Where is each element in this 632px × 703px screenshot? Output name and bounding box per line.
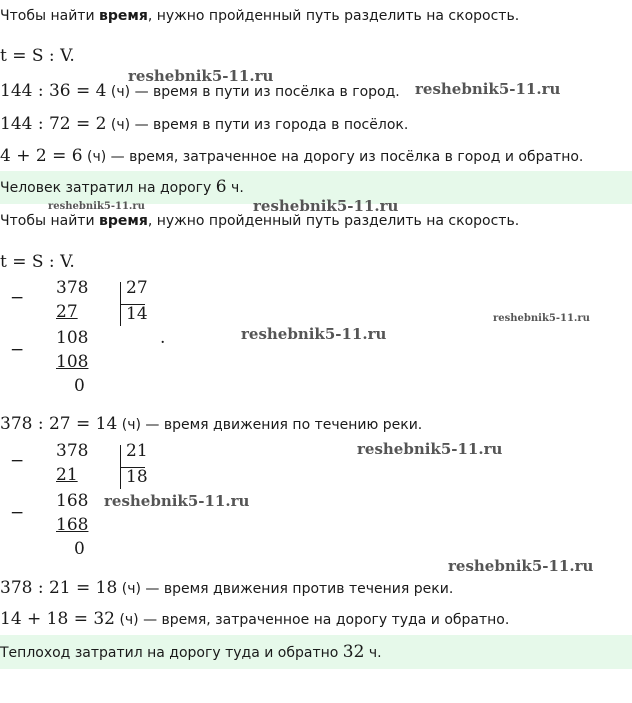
text: (ч) — время в пути из посёлка в город. <box>106 84 400 100</box>
subtrahend: 168 <box>56 515 89 535</box>
minus-sign: − <box>10 503 25 523</box>
solution-line-2 <box>0 114 408 134</box>
watermark: reshebnik5-11.ru <box>104 492 250 510</box>
solution-line-6 <box>0 609 509 629</box>
text: (ч) — время, затраченное на дорогу из посёлка в город и обратно. <box>82 149 584 165</box>
answer-text-2 <box>0 642 382 662</box>
subtrahend: 21 <box>56 465 78 485</box>
intro-pre: Чтобы найти <box>0 8 99 24</box>
answer-pre: Человек затратил на дорогу <box>0 180 216 196</box>
subtrahend: 108 <box>56 352 89 372</box>
formula-2: t = S : V. <box>0 252 75 272</box>
watermark: reshebnik5-11.ru <box>253 197 399 215</box>
intro-text-1 <box>0 8 519 24</box>
formula-1: t = S : V. <box>0 46 75 66</box>
dot: . <box>160 328 166 348</box>
final-remainder: 0 <box>74 376 85 396</box>
intro-bold: время <box>99 8 148 24</box>
intro-text-2 <box>0 213 519 229</box>
math: 4 + 2 = 6 <box>0 146 83 166</box>
dividend: 378 <box>56 278 89 298</box>
quotient: 14 <box>126 304 148 324</box>
math: 14 + 18 = 32 <box>0 609 115 629</box>
watermark: reshebnik5-11.ru <box>357 440 503 458</box>
answer-post: ч. <box>364 645 382 661</box>
intro-bold: время <box>99 213 148 229</box>
answer-post: ч. <box>226 180 244 196</box>
answer-value: 32 <box>342 642 365 662</box>
quotient: 18 <box>126 467 148 487</box>
math: 378 : 27 = 14 <box>0 414 118 434</box>
watermark: reshebnik5-11.ru <box>493 313 590 324</box>
minus-sign: − <box>10 340 25 360</box>
text: (ч) — время движения против течения реки. <box>117 581 454 597</box>
intro-post: , нужно пройденный путь разделить на скорость. <box>147 8 520 24</box>
dividend: 378 <box>56 441 89 461</box>
final-remainder: 0 <box>74 539 85 559</box>
text: (ч) — время движения по течению реки. <box>117 417 423 433</box>
watermark: reshebnik5-11.ru <box>241 325 387 343</box>
watermark: reshebnik5-11.ru <box>448 557 594 575</box>
intro-post: , нужно пройденный путь разделить на скорость. <box>147 213 520 229</box>
subtrahend: 27 <box>56 302 78 322</box>
solution-line-3 <box>0 146 583 166</box>
text: (ч) — время, затраченное на дорогу туда и обратно. <box>115 612 510 628</box>
solution-line-4 <box>0 414 422 434</box>
minus-sign: − <box>10 288 25 308</box>
watermark: reshebnik5-11.ru <box>128 67 274 85</box>
remainder: 168 <box>56 491 89 511</box>
divisor: 27 <box>126 278 148 298</box>
math: 378 : 21 = 18 <box>0 578 118 598</box>
remainder: 108 <box>56 328 89 348</box>
divisor: 21 <box>126 441 148 461</box>
watermark: reshebnik5-11.ru <box>48 201 145 212</box>
answer-value: 6 <box>215 177 227 197</box>
long-division-1 <box>0 276 200 401</box>
intro-pre: Чтобы найти <box>0 213 99 229</box>
watermark: reshebnik5-11.ru <box>415 80 561 98</box>
text: (ч) — время в пути из города в посёлок. <box>106 117 409 133</box>
answer-box-2 <box>0 635 632 669</box>
minus-sign: − <box>10 451 25 471</box>
solution-line-5 <box>0 578 453 598</box>
answer-text-1 <box>0 177 244 197</box>
answer-pre: Теплоход затратил на дорогу туда и обратно <box>0 645 343 661</box>
math: 144 : 36 = 4 <box>0 81 107 101</box>
math: 144 : 72 = 2 <box>0 114 107 134</box>
